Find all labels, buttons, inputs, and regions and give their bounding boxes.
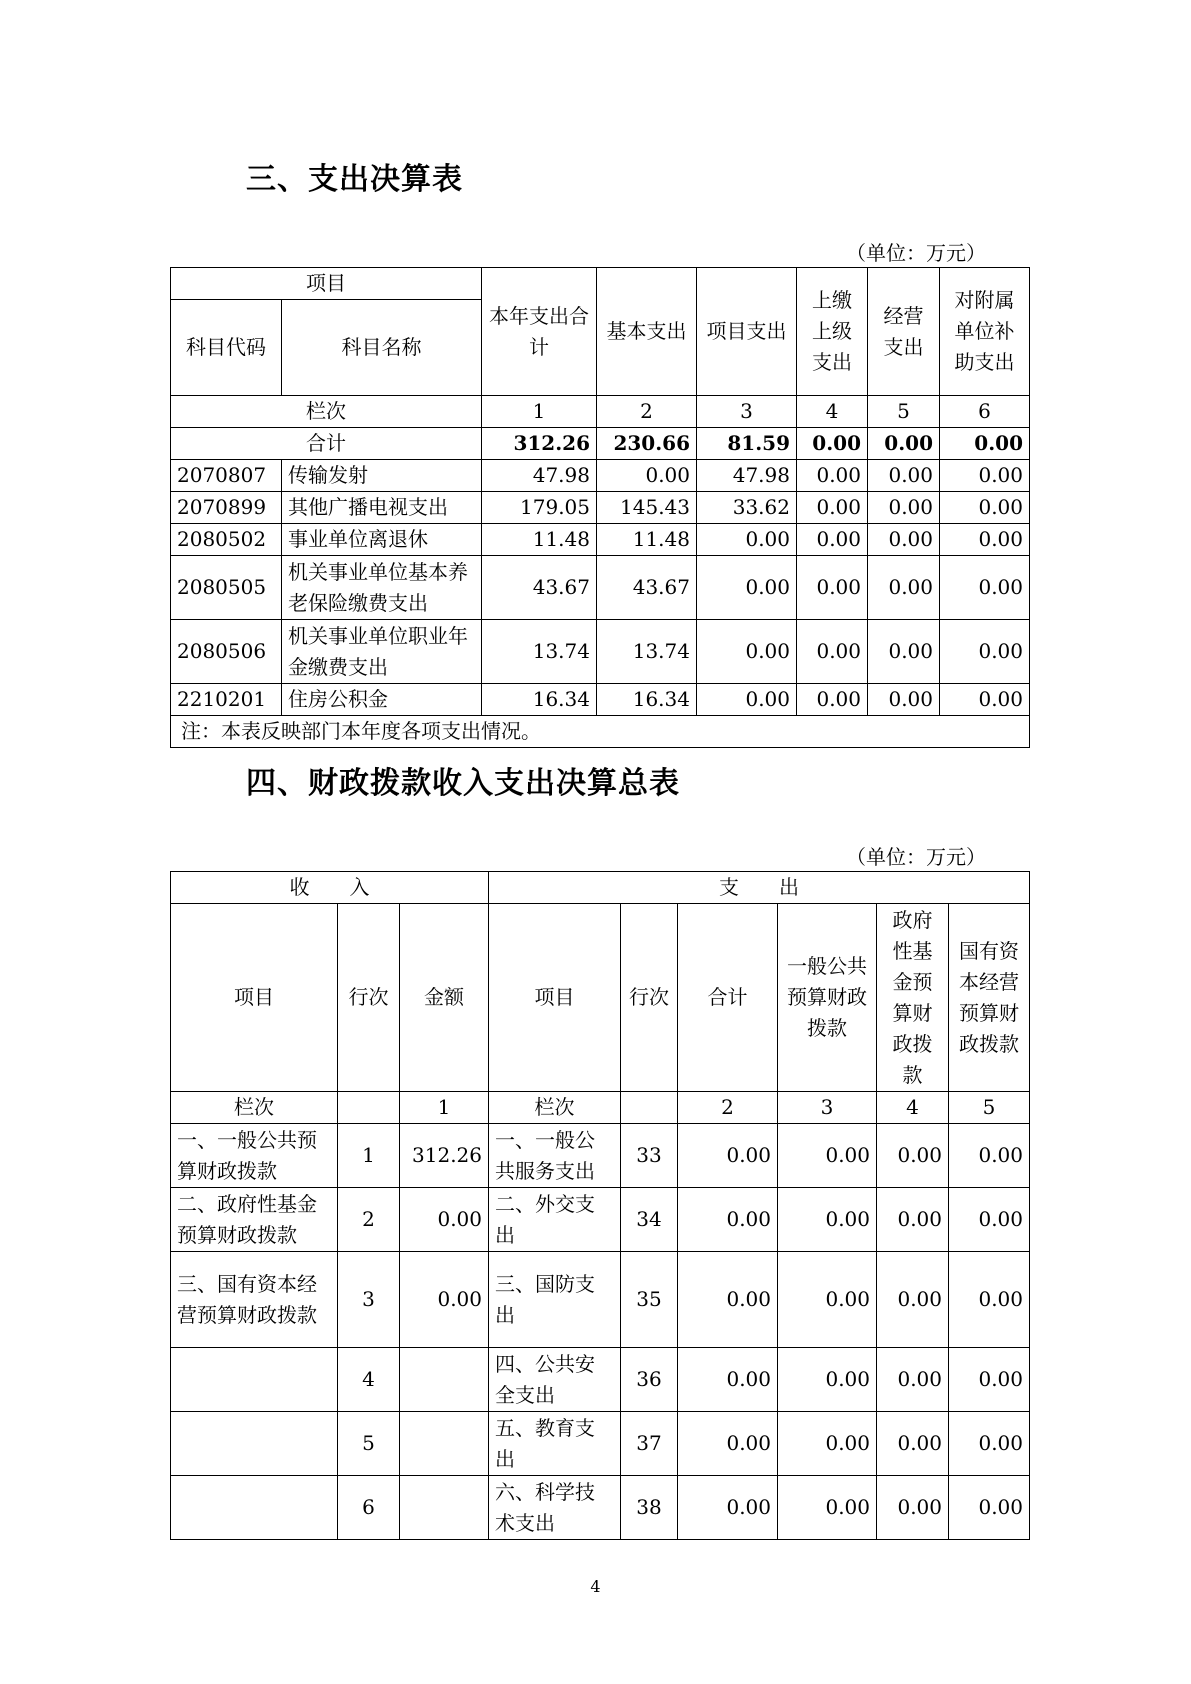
amount-cell: 0.00 (697, 684, 797, 716)
column-index: 3 (778, 1092, 877, 1124)
amount-cell: 0.00 (940, 620, 1030, 684)
table-row (171, 1124, 1030, 1188)
subject-name: 机关事业单位职业年金缴费支出 (282, 620, 482, 684)
column-index (621, 1092, 678, 1124)
subject-code: 2080505 (171, 556, 282, 620)
income-item (171, 1348, 338, 1412)
amount-cell: 0.00 (940, 492, 1030, 524)
total-cell: 230.66 (597, 428, 697, 460)
column-index: 1 (482, 396, 597, 428)
amount-cell: 0.00 (877, 1252, 949, 1348)
expense-line: 37 (621, 1412, 678, 1476)
expenditure-body (171, 428, 1030, 748)
header-general-budget: 一般公共预算财政拨款 (778, 904, 877, 1092)
amount-cell: 0.00 (797, 684, 868, 716)
amount-cell: 0.00 (868, 556, 940, 620)
amount-cell: 0.00 (949, 1124, 1030, 1188)
amount-cell: 0.00 (797, 460, 868, 492)
amount-cell: 0.00 (678, 1252, 778, 1348)
expense-item: 五、教育支出 (489, 1412, 621, 1476)
amount-cell: 0.00 (868, 684, 940, 716)
income-item: 三、国有资本经营预算财政拨款 (171, 1252, 338, 1348)
header-income-line: 行次 (338, 904, 400, 1092)
amount-cell: 0.00 (949, 1476, 1030, 1540)
amount-cell: 0.00 (697, 620, 797, 684)
expense-item: 六、科学技术支出 (489, 1476, 621, 1540)
expense-line: 36 (621, 1348, 678, 1412)
amount-cell: 0.00 (597, 460, 697, 492)
total-label: 合计 (171, 428, 482, 460)
amount-cell: 0.00 (778, 1348, 877, 1412)
header-col-project: 项目支出 (697, 268, 797, 396)
column-index: 1 (400, 1092, 489, 1124)
total-cell: 0.00 (940, 428, 1030, 460)
fiscal-summary-table (170, 871, 1030, 1540)
income-item: 一、一般公共预算财政拨款 (171, 1124, 338, 1188)
table-row (171, 620, 1030, 684)
amount-cell: 0.00 (797, 524, 868, 556)
amount-cell: 0.00 (949, 1412, 1030, 1476)
amount-cell: 11.48 (597, 524, 697, 556)
column-index (338, 1092, 400, 1124)
amount-cell: 0.00 (778, 1412, 877, 1476)
amount-cell: 179.05 (482, 492, 597, 524)
header-expense: 支 出 (489, 872, 1030, 904)
header-col-remit: 上缴上级支出 (797, 268, 868, 396)
income-line: 1 (338, 1124, 400, 1188)
expenditure-table (170, 267, 1030, 748)
table-row (171, 684, 1030, 716)
amount-cell: 0.00 (940, 684, 1030, 716)
income-amount: 0.00 (400, 1252, 489, 1348)
income-item: 二、政府性基金预算财政拨款 (171, 1188, 338, 1252)
expense-item: 三、国防支出 (489, 1252, 621, 1348)
table-row (171, 1252, 1030, 1348)
expense-line: 33 (621, 1124, 678, 1188)
amount-cell: 47.98 (482, 460, 597, 492)
amount-cell: 0.00 (797, 556, 868, 620)
subject-code: 2080502 (171, 524, 282, 556)
amount-cell: 0.00 (678, 1124, 778, 1188)
total-cell: 0.00 (868, 428, 940, 460)
amount-cell: 0.00 (868, 524, 940, 556)
header-col-total: 本年支出合计 (482, 268, 597, 396)
amount-cell: 13.74 (597, 620, 697, 684)
subject-name: 机关事业单位基本养老保险缴费支出 (282, 556, 482, 620)
amount-cell: 0.00 (877, 1412, 949, 1476)
header-income-amount: 金额 (400, 904, 489, 1092)
amount-cell: 0.00 (868, 492, 940, 524)
income-line: 4 (338, 1348, 400, 1412)
column-index: 6 (940, 396, 1030, 428)
amount-cell: 0.00 (949, 1252, 1030, 1348)
total-cell: 81.59 (697, 428, 797, 460)
column-index: 3 (697, 396, 797, 428)
table-row (171, 556, 1030, 620)
column-index-label: 栏次 (171, 1092, 338, 1124)
amount-cell: 0.00 (949, 1348, 1030, 1412)
amount-cell: 0.00 (678, 1188, 778, 1252)
amount-cell: 0.00 (697, 556, 797, 620)
amount-cell: 0.00 (877, 1348, 949, 1412)
amount-cell: 43.67 (597, 556, 697, 620)
income-amount (400, 1476, 489, 1540)
income-item (171, 1476, 338, 1540)
section-title-expenditure: 三、支出决算表 (246, 162, 463, 197)
header-col-operating: 经营支出 (868, 268, 940, 396)
income-amount: 0.00 (400, 1188, 489, 1252)
header-gov-fund: 政府性基金预算财政拨款 (877, 904, 949, 1092)
subject-code: 2070807 (171, 460, 282, 492)
column-index: 4 (877, 1092, 949, 1124)
subject-code: 2210201 (171, 684, 282, 716)
section-title-fiscal-summary: 四、财政拨款收入支出决算总表 (246, 766, 680, 801)
table-row (171, 460, 1030, 492)
expense-item: 四、公共安全支出 (489, 1348, 621, 1412)
income-line: 2 (338, 1188, 400, 1252)
note-row (171, 716, 1030, 748)
amount-cell: 16.34 (597, 684, 697, 716)
header-income-item: 项目 (171, 904, 338, 1092)
unit-label-2: （单位：万元） (846, 845, 986, 869)
amount-cell: 0.00 (940, 524, 1030, 556)
expense-line: 34 (621, 1188, 678, 1252)
subject-code: 2070899 (171, 492, 282, 524)
amount-cell: 0.00 (678, 1476, 778, 1540)
table-row (171, 1476, 1030, 1540)
amount-cell: 0.00 (877, 1124, 949, 1188)
subject-name: 事业单位离退休 (282, 524, 482, 556)
subject-name: 传输发射 (282, 460, 482, 492)
amount-cell: 0.00 (778, 1124, 877, 1188)
income-item (171, 1412, 338, 1476)
header-code: 科目代码 (171, 300, 282, 396)
amount-cell: 0.00 (678, 1412, 778, 1476)
unit-label-1: （单位：万元） (846, 241, 986, 265)
income-amount: 312.26 (400, 1124, 489, 1188)
amount-cell: 33.62 (697, 492, 797, 524)
page-number: 4 (590, 1577, 601, 1596)
income-amount (400, 1348, 489, 1412)
header-expense-item: 项目 (489, 904, 621, 1092)
header-expense-total: 合计 (678, 904, 778, 1092)
amount-cell: 0.00 (778, 1476, 877, 1540)
amount-cell: 0.00 (949, 1188, 1030, 1252)
header-income: 收 入 (171, 872, 489, 904)
amount-cell: 11.48 (482, 524, 597, 556)
amount-cell: 0.00 (877, 1476, 949, 1540)
amount-cell: 0.00 (697, 524, 797, 556)
column-index: 2 (597, 396, 697, 428)
total-cell: 0.00 (797, 428, 868, 460)
header-project: 项目 (171, 268, 482, 300)
income-line: 6 (338, 1476, 400, 1540)
table-row (171, 1348, 1030, 1412)
amount-cell: 145.43 (597, 492, 697, 524)
income-amount (400, 1412, 489, 1476)
income-line: 3 (338, 1252, 400, 1348)
header-expense-line: 行次 (621, 904, 678, 1092)
fiscal-summary-body (171, 1124, 1030, 1540)
amount-cell: 13.74 (482, 620, 597, 684)
amount-cell: 0.00 (778, 1252, 877, 1348)
expenditure-header (171, 268, 1030, 428)
header-name: 科目名称 (282, 300, 482, 396)
column-index-label: 栏次 (171, 396, 482, 428)
subject-name: 住房公积金 (282, 684, 482, 716)
expense-item: 二、外交支出 (489, 1188, 621, 1252)
amount-cell: 0.00 (678, 1348, 778, 1412)
header-col-basic: 基本支出 (597, 268, 697, 396)
amount-cell: 0.00 (778, 1188, 877, 1252)
amount-cell: 0.00 (877, 1188, 949, 1252)
fiscal-summary-header (171, 872, 1030, 1124)
amount-cell: 47.98 (697, 460, 797, 492)
expense-item: 一、一般公共服务支出 (489, 1124, 621, 1188)
table-row (171, 492, 1030, 524)
amount-cell: 0.00 (940, 556, 1030, 620)
total-cell: 312.26 (482, 428, 597, 460)
column-index: 5 (949, 1092, 1030, 1124)
table-note: 注：本表反映部门本年度各项支出情况。 (171, 716, 1030, 748)
amount-cell: 0.00 (940, 460, 1030, 492)
total-row (171, 428, 1030, 460)
table-row (171, 1188, 1030, 1252)
column-index-label: 栏次 (489, 1092, 621, 1124)
column-index: 2 (678, 1092, 778, 1124)
amount-cell: 43.67 (482, 556, 597, 620)
expense-line: 35 (621, 1252, 678, 1348)
amount-cell: 16.34 (482, 684, 597, 716)
subject-code: 2080506 (171, 620, 282, 684)
table-row (171, 1412, 1030, 1476)
amount-cell: 0.00 (868, 460, 940, 492)
income-line: 5 (338, 1412, 400, 1476)
table-row (171, 524, 1030, 556)
column-index: 5 (868, 396, 940, 428)
header-state-capital: 国有资本经营预算财政拨款 (949, 904, 1030, 1092)
expense-line: 38 (621, 1476, 678, 1540)
header-col-subsidy: 对附属单位补助支出 (940, 268, 1030, 396)
amount-cell: 0.00 (868, 620, 940, 684)
amount-cell: 0.00 (797, 492, 868, 524)
amount-cell: 0.00 (797, 620, 868, 684)
subject-name: 其他广播电视支出 (282, 492, 482, 524)
column-index: 4 (797, 396, 868, 428)
